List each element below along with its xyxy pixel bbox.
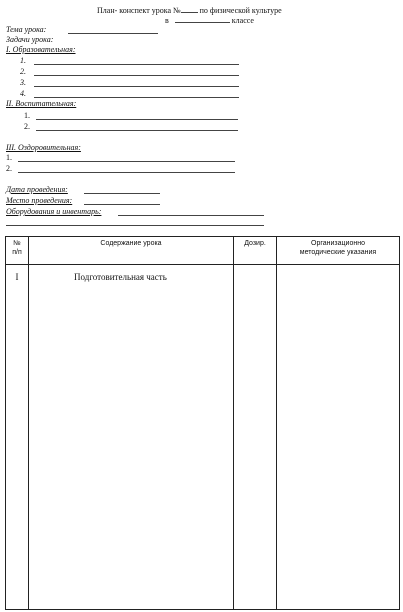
- lesson-number-blank: [181, 4, 198, 13]
- title-after: по физической культуре: [199, 6, 282, 15]
- table-row: [6, 265, 400, 610]
- col-dose-label: Дозир.: [244, 240, 266, 247]
- class-blank: [175, 14, 230, 23]
- health-line-2: [18, 172, 235, 173]
- topic-label: Тема урока:: [6, 25, 47, 34]
- col-content-label: Содержание урока: [100, 240, 162, 247]
- place-line: [84, 204, 160, 205]
- tasks-label: Задачи урока:: [6, 35, 54, 44]
- equipment-line: [118, 215, 264, 216]
- class-suffix: классе: [231, 16, 254, 25]
- upbringing-line-1: [36, 119, 238, 120]
- row-content-cell: [29, 265, 234, 610]
- col-dose-header: [234, 237, 277, 265]
- title-before: План- конспект урока №: [97, 6, 181, 15]
- educational-line-3: [34, 86, 239, 87]
- upbringing-line-2: [36, 130, 238, 131]
- col-number-line1: №: [13, 240, 21, 247]
- class-prefix: в: [165, 16, 169, 25]
- educational-item-1: 1.: [20, 56, 26, 65]
- educational-item-2: 2.: [20, 67, 26, 76]
- health-item-1: 1.: [6, 153, 12, 162]
- lesson-table: [5, 236, 400, 610]
- row-number: I: [15, 272, 19, 282]
- educational-line-2: [34, 75, 239, 76]
- educational-label: I. Образовательная:: [6, 45, 76, 54]
- place-label: Место проведения:: [6, 196, 73, 205]
- educational-item-3: 3.: [20, 78, 26, 87]
- col-content-header: [29, 237, 234, 265]
- upbringing-label: II. Воспитательная:: [6, 99, 77, 108]
- educational-line-4: [34, 97, 239, 98]
- col-number-line2: п/п: [12, 249, 22, 256]
- educational-item-4: 4.: [20, 89, 26, 98]
- row-content: Подготовительная часть: [74, 272, 167, 282]
- date-line: [84, 193, 160, 194]
- row-notes-cell: [277, 265, 400, 610]
- health-label: III. Оздоровительная:: [6, 143, 81, 152]
- date-label: Дата проведения:: [6, 185, 68, 194]
- equipment-line-2: [6, 225, 264, 226]
- educational-line-1: [34, 64, 239, 65]
- table-header-row: [6, 237, 400, 265]
- col-notes-header: [277, 237, 400, 265]
- upbringing-item-2: 2.: [24, 122, 30, 131]
- col-notes-line2: методические указания: [299, 249, 377, 256]
- row-number-cell: [6, 265, 29, 610]
- health-line-1: [18, 161, 235, 162]
- col-number-header: [6, 237, 29, 265]
- col-notes-line1: Организационно: [311, 240, 365, 247]
- health-item-2: 2.: [6, 164, 12, 173]
- topic-line: [68, 33, 158, 34]
- class-line: [165, 14, 254, 26]
- row-dose-cell: [234, 265, 277, 610]
- equipment-label: Оборудования и инвентарь:: [6, 207, 102, 216]
- upbringing-item-1: 1.: [24, 111, 30, 120]
